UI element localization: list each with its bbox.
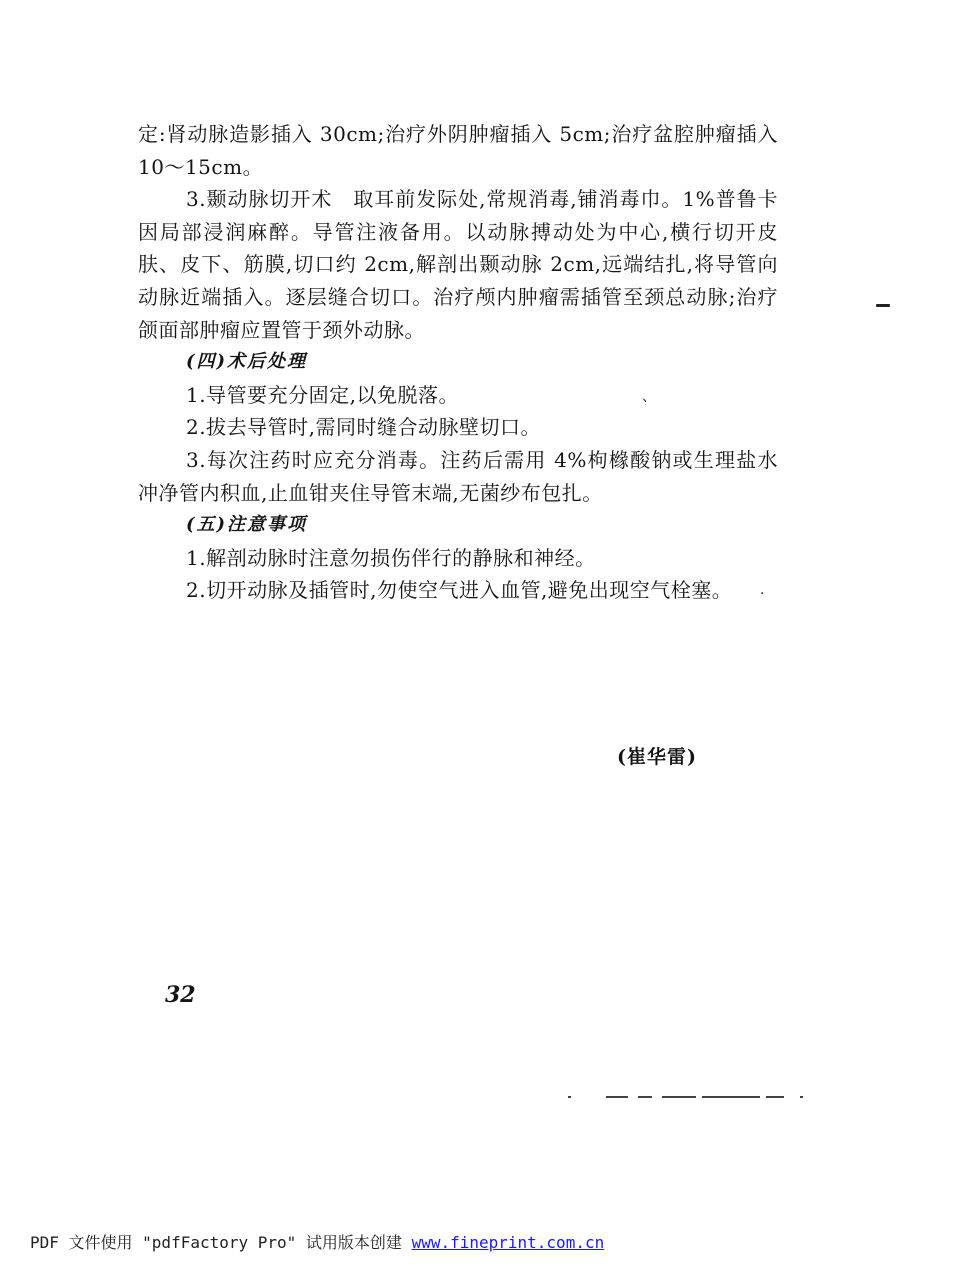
- list-item: 1.导管要充分固定,以免脱落。: [186, 382, 459, 407]
- paragraph-temporal-artery: 3.颞动脉切开术 取耳前发际处,常规消毒,铺消毒巾。1%普鲁卡因局部浸润麻醉。导管注液备用。以动脉搏动处为中心,横行切开皮肤、皮下、筋膜,切口约 2cm,解剖出颞动脉 2cm,远端结扎,将导管向动脉近端插入。逐层缝合切口。治疗颅内肿瘤需插管至颈总动脉;治疗颌面部肿瘤应置管于颈外动脉。: [138, 187, 778, 342]
- footer-link[interactable]: www.fineprint.com.cn: [411, 1233, 605, 1252]
- page-body: [138, 118, 778, 607]
- scan-margin-mark: [876, 304, 890, 307]
- footer-text: PDF 文件使用 "pdfFactory Pro" 试用版本创建: [30, 1233, 412, 1252]
- pdf-footer: [30, 1230, 604, 1253]
- author-credit: (崔华雷): [617, 746, 697, 768]
- paragraph-continuation: 定:肾动脉造影插入 30cm;治疗外阴肿瘤插入 5cm;治疗盆腔肿瘤插入 10～15cm。: [138, 122, 778, 179]
- list-item: 2.拔去导管时,需同时缝合动脉壁切口。: [186, 415, 541, 440]
- list-item: 1.解剖动脉时注意勿损伤伴行的静脉和神经。: [186, 545, 596, 570]
- scan-speck: .: [760, 582, 765, 598]
- list-item: 3.每次注药时应充分消毒。注药后需用 4%枸橼酸钠或生理盐水冲净管内积血,止血钳夹住导管末端,无菌纱布包扎。: [138, 447, 778, 505]
- list-item: 2.切开动脉及插管时,勿使空气进入血管,避免出现空气栓塞。: [186, 578, 733, 603]
- scan-speck: 、: [642, 389, 656, 405]
- section-heading-precautions: (五)注意事项: [186, 514, 308, 536]
- page-number: 32: [165, 982, 196, 1008]
- scan-noise: [568, 1094, 808, 1100]
- section-heading-postoperative: (四)术后处理: [186, 351, 308, 373]
